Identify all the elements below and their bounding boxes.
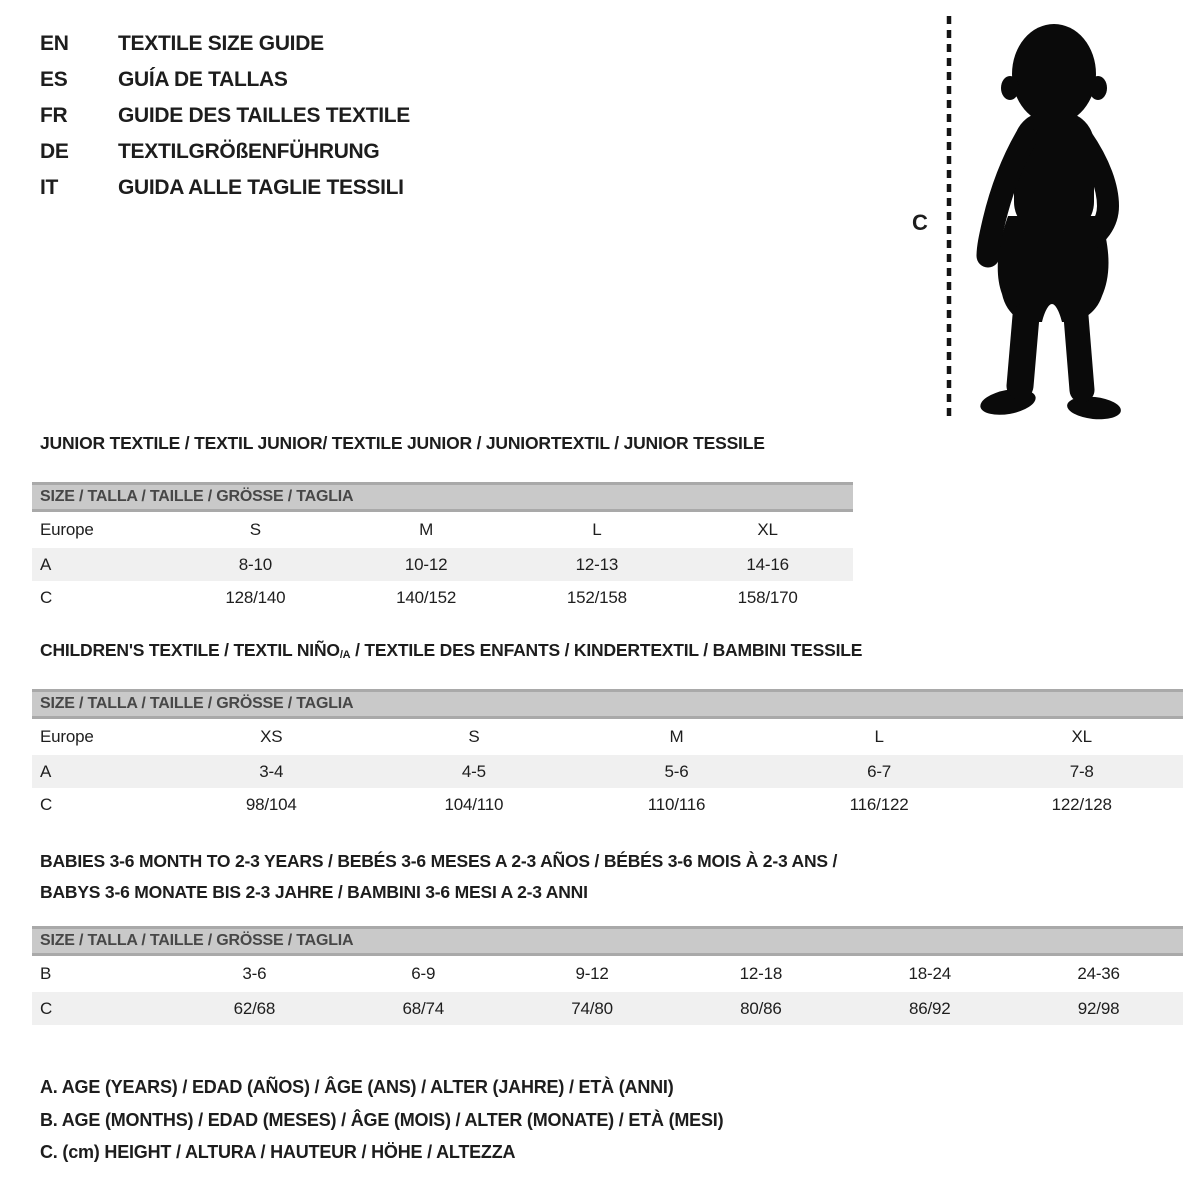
row-label-cell: C xyxy=(40,587,53,607)
value-cell: 74/80 xyxy=(571,998,613,1018)
babies-section-heading-line2: BABYS 3-6 MONATE BIS 2-3 JAHRE / BAMBINI 3-6 MESI A 2-3 ANNI xyxy=(40,882,588,902)
table-row xyxy=(32,512,853,548)
toddler-silhouette xyxy=(962,16,1144,424)
value-cell: 14-16 xyxy=(746,554,789,574)
value-cell: 12-13 xyxy=(575,554,619,574)
language-title: GUÍA DE TALLAS xyxy=(118,68,288,91)
language-row xyxy=(40,26,410,62)
junior-size-table xyxy=(32,482,853,614)
value-cell: 4-5 xyxy=(461,761,486,781)
value-cell: 3-6 xyxy=(242,964,267,983)
language-code: ES xyxy=(40,68,68,91)
language-row xyxy=(40,62,410,98)
value-cell: 6-9 xyxy=(411,964,436,983)
value-cell: L xyxy=(592,520,602,539)
value-cell: XS xyxy=(260,727,283,746)
row-label-cell: Europe xyxy=(40,727,94,746)
legend-line-a: A. AGE (YEARS) / EDAD (AÑOS) / ÂGE (ANS) / ALTER (JAHRE) / ETÀ (ANNI) xyxy=(40,1077,674,1097)
size-bar: SIZE / TALLA / TAILLE / GRÖSSE / TAGLIA xyxy=(32,689,1183,719)
language-row xyxy=(40,134,410,170)
size-bar: SIZE / TALLA / TAILLE / GRÖSSE / TAGLIA xyxy=(32,482,853,512)
size-guide-header xyxy=(40,26,410,206)
value-cell: 98/104 xyxy=(245,794,297,814)
table-row xyxy=(32,581,853,614)
value-cell: 104/110 xyxy=(444,794,504,814)
children-heading-main: CHILDREN'S TEXTILE / TEXTIL NIÑO xyxy=(40,640,340,660)
row-label-cell: Europe xyxy=(40,520,94,539)
value-cell: L xyxy=(874,727,884,746)
value-cell: 6-7 xyxy=(867,761,892,781)
value-cell: 110/116 xyxy=(647,794,706,814)
value-cell: 7-8 xyxy=(1069,761,1094,781)
language-title: GUIDA ALLE TAGLIE TESSILI xyxy=(118,176,404,199)
row-label-cell: B xyxy=(40,964,52,983)
children-section-heading xyxy=(40,640,862,661)
row-label-cell: C xyxy=(40,794,53,814)
value-cell: 80/86 xyxy=(740,998,782,1018)
language-code: EN xyxy=(40,32,69,55)
table-row xyxy=(32,788,1183,821)
measurement-legend xyxy=(40,1071,723,1169)
value-cell: 152/158 xyxy=(566,587,627,607)
legend-line-c: C. (cm) HEIGHT / ALTURA / HAUTEUR / HÖHE / ALTEZZA xyxy=(40,1142,516,1162)
babies-section-heading-line1: BABIES 3-6 MONTH TO 2-3 YEARS / BEBÉS 3-6 MESES A 2-3 AÑOS / BÉBÉS 3-6 MOIS À 2-3 ANS / xyxy=(40,851,838,871)
value-cell: XL xyxy=(757,520,778,539)
value-cell: 18-24 xyxy=(908,964,951,983)
value-cell: 92/98 xyxy=(1077,998,1120,1018)
table-row xyxy=(32,755,1183,788)
value-cell: 62/68 xyxy=(233,998,276,1018)
value-cell: S xyxy=(249,520,261,539)
value-cell: 8-10 xyxy=(238,554,272,574)
language-title: TEXTILGRÖßENFÜHRUNG xyxy=(118,140,380,163)
babies-size-table xyxy=(32,926,1183,1025)
legend-line-b: B. AGE (MONTHS) / EDAD (MESES) / ÂGE (MOIS) / ALTER (MONATE) / ETÀ (MESI) xyxy=(40,1109,724,1130)
value-cell: XL xyxy=(1071,727,1092,746)
language-code: FR xyxy=(40,104,68,127)
junior-section-heading: JUNIOR TEXTILE / TEXTIL JUNIOR/ TEXTILE JUNIOR / JUNIORTEXTIL / JUNIOR TESSILE xyxy=(40,433,765,453)
language-code: IT xyxy=(40,176,59,199)
value-cell: 68/74 xyxy=(402,998,445,1018)
value-cell: 128/140 xyxy=(225,587,286,607)
language-title: TEXTILE SIZE GUIDE xyxy=(118,32,324,55)
value-cell: 24-36 xyxy=(1077,964,1120,983)
children-heading-sub: /A xyxy=(339,649,351,661)
language-row xyxy=(40,170,410,206)
table-row xyxy=(32,956,1183,992)
children-size-table xyxy=(32,689,1183,821)
children-heading-rest: / TEXTILE DES ENFANTS / KINDERTEXTIL / BAMBINI TESSILE xyxy=(350,640,863,660)
language-title: GUIDE DES TAILLES TEXTILE xyxy=(118,104,410,127)
value-cell: 5-6 xyxy=(664,761,689,781)
value-cell: M xyxy=(669,727,684,746)
value-cell: 3-4 xyxy=(259,761,284,781)
table-row xyxy=(32,719,1183,755)
value-cell: 10-12 xyxy=(404,554,448,574)
table-row xyxy=(32,548,853,581)
value-cell: 86/92 xyxy=(908,998,951,1018)
height-measure-line xyxy=(946,16,952,418)
row-label-cell: A xyxy=(40,554,52,574)
value-cell: 158/170 xyxy=(737,587,798,607)
value-cell: S xyxy=(468,727,480,746)
language-row xyxy=(40,98,410,134)
row-label-cell: A xyxy=(40,761,52,781)
row-label-cell: C xyxy=(40,998,53,1018)
height-measure-label: C xyxy=(912,210,928,235)
value-cell: M xyxy=(419,520,434,539)
table-row xyxy=(32,992,1183,1025)
value-cell: 116/122 xyxy=(849,794,909,814)
value-cell: 122/128 xyxy=(1051,794,1112,814)
language-code: DE xyxy=(40,140,69,163)
value-cell: 12-18 xyxy=(739,964,783,983)
value-cell: 9-12 xyxy=(575,964,609,983)
size-bar: SIZE / TALLA / TAILLE / GRÖSSE / TAGLIA xyxy=(32,926,1183,956)
value-cell: 140/152 xyxy=(396,587,457,607)
